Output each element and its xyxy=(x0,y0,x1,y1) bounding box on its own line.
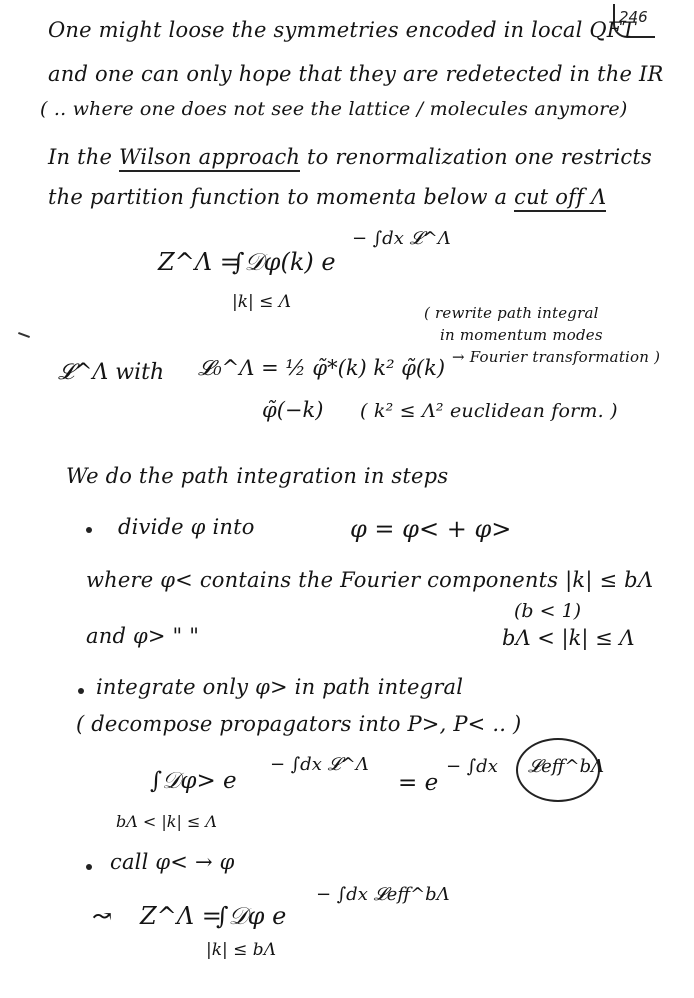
note-momentum-modes: in momentum modes xyxy=(440,326,603,344)
note-rewrite: ( rewrite path integral xyxy=(424,304,599,322)
lagrangian-with: 𝓛^Λ with xyxy=(58,360,165,385)
momentum-shell-range: bΛ < |k| ≤ Λ xyxy=(502,626,635,650)
final-path-integral: ∫𝒟φ e xyxy=(216,902,287,930)
phi-split: φ = φ< + φ> xyxy=(350,515,512,543)
partition-pre: the partition function to momenta below a xyxy=(48,185,508,209)
eff-exponent: − ∫dx xyxy=(446,756,498,777)
z-lambda-lhs: Z^Λ = xyxy=(158,248,240,276)
final-z-lhs: Z^Λ = xyxy=(140,902,222,930)
decompose-propagators: ( decompose propagators into P>, P< .. ) xyxy=(76,712,522,736)
line-partition xyxy=(48,185,606,209)
final-exponent: − ∫dx 𝓛eff^bΛ xyxy=(316,884,450,905)
shell-exponent: − ∫dx 𝓛^Λ xyxy=(270,754,369,775)
wilson-post: to renormalization one restricts xyxy=(307,145,653,169)
bullet-3 xyxy=(86,864,92,870)
z-exponent: − ∫dx 𝓛^Λ xyxy=(352,228,451,249)
phi-minus-k: φ̃(−k) xyxy=(262,398,324,422)
line-and-phi-greater: and φ> " " xyxy=(86,624,200,648)
divide-phi: divide φ into xyxy=(118,515,255,539)
line-symmetries: One might loose the symmetries encoded in local QFT xyxy=(48,18,636,42)
note-fourier: → Fourier transformation ) xyxy=(452,348,661,366)
shell-range: bΛ < |k| ≤ Λ xyxy=(116,812,217,831)
final-arrow: ↝ xyxy=(92,902,113,930)
shell-integral: ∫𝒟φ> e xyxy=(150,768,237,794)
line-hope: and one can only hope that they are redetected in the IR xyxy=(48,62,664,86)
line-steps: We do the path integration in steps xyxy=(66,464,449,488)
wilson-pre: In the xyxy=(48,145,113,169)
euclidean-note: ( k² ≤ Λ² euclidean form. ) xyxy=(360,400,618,422)
line-wilson xyxy=(48,145,652,169)
page-number: 246 xyxy=(619,8,648,26)
line-where-components: where φ< contains the Fourier components |k| ≤ bΛ xyxy=(86,568,654,592)
bullet-2 xyxy=(78,688,84,694)
effective-lagrangian: 𝓛eff^bΛ xyxy=(528,756,605,777)
z-range: |k| ≤ Λ xyxy=(232,292,292,312)
call-phi: call φ< → φ xyxy=(110,850,235,874)
final-range: |k| ≤ bΛ xyxy=(206,940,276,960)
b-less-than-one: (b < 1) xyxy=(514,600,582,622)
z-path-integral: ∫𝒟φ(k) e xyxy=(232,248,336,276)
integrate-only: integrate only φ> in path integral xyxy=(96,675,464,699)
free-lagrangian: 𝓛₀^Λ = ½ φ̃*(k) k² φ̃(k) xyxy=(198,356,446,380)
bullet-1 xyxy=(86,527,92,533)
equals-e: = e xyxy=(398,770,439,796)
cutoff-underlined: cut off Λ xyxy=(514,185,606,212)
wilson-approach-underlined: Wilson approach xyxy=(119,145,300,172)
line-lattice: ( .. where one does not see the lattice / molecules anymore) xyxy=(40,98,628,120)
margin-mark xyxy=(18,332,30,338)
